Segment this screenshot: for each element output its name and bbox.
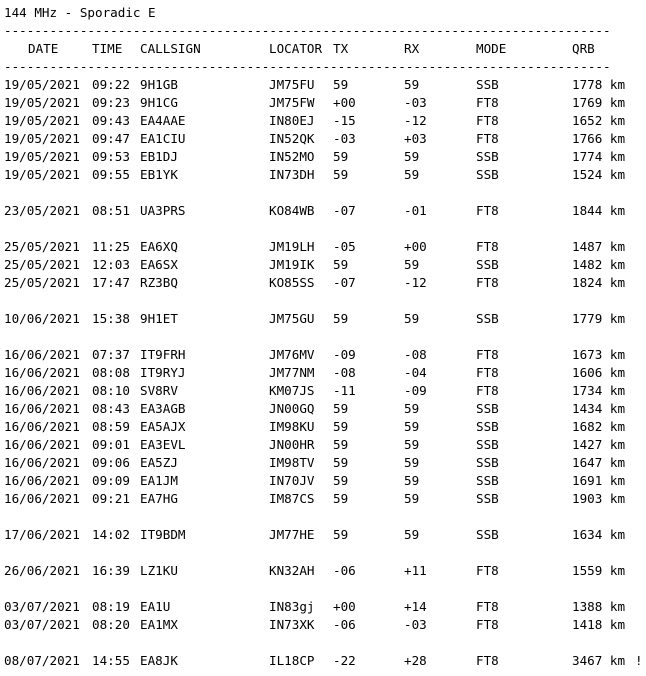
cell-qrb: 1779 km [572, 311, 626, 326]
header-separator-top: -------------------------------------------------------------------------------- [4, 23, 611, 38]
table-row [4, 274, 644, 292]
cell-locator: JN00GQ [269, 401, 315, 416]
cell-locator: JM75FU [269, 77, 315, 92]
table-row [4, 490, 644, 508]
cell-locator: JM19LH [269, 239, 315, 254]
cell-mode: SSB [476, 437, 499, 452]
table-row [4, 346, 644, 364]
cell-tx: 59 [333, 419, 349, 434]
cell-callsign: EB1YK [140, 167, 178, 182]
cell-qrb: 1824 km [572, 275, 626, 290]
cell-mode: SSB [476, 257, 499, 272]
table-row [4, 256, 644, 274]
cell-rx: 59 [404, 257, 420, 272]
cell-qrb: 1673 km [572, 347, 626, 362]
cell-mode: SSB [476, 527, 499, 542]
table-row [4, 526, 644, 544]
cell-time: 17:47 [92, 275, 130, 290]
log-title: 144 MHz - Sporadic E [4, 5, 156, 20]
cell-callsign: 9H1CG [140, 95, 178, 110]
cell-mode: FT8 [476, 617, 499, 632]
cell-qrb: 1418 km [572, 617, 626, 632]
cell-rx: 59 [404, 491, 420, 506]
cell-date: 19/05/2021 [4, 131, 80, 146]
cell-time: 08:43 [92, 401, 130, 416]
cell-mode: SSB [476, 311, 499, 326]
cell-mode: FT8 [476, 653, 499, 668]
cell-callsign: IT9RYJ [140, 365, 186, 380]
table-row [4, 598, 644, 616]
header-date: DATE [28, 41, 59, 56]
table-row [4, 238, 644, 256]
cell-rx: -08 [404, 347, 427, 362]
header-rx: RX [404, 41, 420, 56]
cell-tx: 59 [333, 167, 349, 182]
cell-tx: -22 [333, 653, 356, 668]
cell-date: 25/05/2021 [4, 257, 80, 272]
cell-tx: 59 [333, 473, 349, 488]
cell-callsign: EA7HG [140, 491, 178, 506]
cell-rx: +11 [404, 563, 427, 578]
table-row [4, 148, 644, 166]
cell-time: 11:25 [92, 239, 130, 254]
cell-rx: -03 [404, 617, 427, 632]
cell-qrb: 1774 km [572, 149, 626, 164]
cell-rx: 59 [404, 527, 420, 542]
cell-tx: -03 [333, 131, 356, 146]
cell-date: 16/06/2021 [4, 437, 80, 452]
cell-tx: 59 [333, 491, 349, 506]
cell-rx: +03 [404, 131, 427, 146]
cell-locator: KM07JS [269, 383, 315, 398]
table-row [4, 400, 644, 418]
cell-tx: -05 [333, 239, 356, 254]
cell-time: 09:43 [92, 113, 130, 128]
cell-qrb: 1524 km [572, 167, 626, 182]
cell-tx: 59 [333, 149, 349, 164]
cell-tx: 59 [333, 437, 349, 452]
cell-callsign: RZ3BQ [140, 275, 178, 290]
cell-mode: SSB [476, 149, 499, 164]
cell-callsign: EA6SX [140, 257, 178, 272]
cell-date: 16/06/2021 [4, 491, 80, 506]
table-row [4, 112, 644, 130]
cell-date: 16/06/2021 [4, 401, 80, 416]
cell-locator: IN80EJ [269, 113, 315, 128]
table-row [4, 418, 644, 436]
cell-locator: JM76MV [269, 347, 315, 362]
cell-callsign: EA4AAE [140, 113, 186, 128]
cell-qrb: 1769 km [572, 95, 626, 110]
table-row [4, 76, 644, 94]
cell-date: 16/06/2021 [4, 473, 80, 488]
cell-date: 19/05/2021 [4, 113, 80, 128]
cell-date: 16/06/2021 [4, 455, 80, 470]
cell-locator: IN83gj [269, 599, 315, 614]
cell-date: 08/07/2021 [4, 653, 80, 668]
cell-callsign: EB1DJ [140, 149, 178, 164]
cell-time: 08:19 [92, 599, 130, 614]
cell-tx: 59 [333, 401, 349, 416]
cell-time: 14:55 [92, 653, 130, 668]
table-row [4, 130, 644, 148]
cell-mode: FT8 [476, 203, 499, 218]
cell-qrb: 1734 km [572, 383, 626, 398]
cell-time: 09:47 [92, 131, 130, 146]
cell-time: 15:38 [92, 311, 130, 326]
cell-date: 19/05/2021 [4, 77, 80, 92]
cell-qrb: 3467 km [572, 653, 626, 668]
cell-date: 16/06/2021 [4, 365, 80, 380]
cell-date: 16/06/2021 [4, 419, 80, 434]
cell-time: 09:21 [92, 491, 130, 506]
cell-time: 07:37 [92, 347, 130, 362]
cell-callsign: 9H1GB [140, 77, 178, 92]
cell-tx: -06 [333, 563, 356, 578]
header-time: TIME [92, 41, 123, 56]
cell-locator: IN73XK [269, 617, 315, 632]
cell-locator: JM75FW [269, 95, 315, 110]
cell-rx: 59 [404, 437, 420, 452]
cell-time: 14:02 [92, 527, 130, 542]
cell-tx: -08 [333, 365, 356, 380]
cell-tx: 59 [333, 455, 349, 470]
cell-locator: IN52MO [269, 149, 315, 164]
cell-callsign: EA1JM [140, 473, 178, 488]
header-tx: TX [333, 41, 349, 56]
cell-callsign: EA1U [140, 599, 171, 614]
cell-rx: +00 [404, 239, 427, 254]
cell-time: 09:09 [92, 473, 130, 488]
cell-qrb: 1778 km [572, 77, 626, 92]
cell-rx: 59 [404, 149, 420, 164]
cell-locator: IM98TV [269, 455, 315, 470]
cell-date: 19/05/2021 [4, 149, 80, 164]
cell-mode: FT8 [476, 131, 499, 146]
cell-time: 09:53 [92, 149, 130, 164]
cell-rx: +28 [404, 653, 427, 668]
cell-date: 16/06/2021 [4, 383, 80, 398]
header-qrb: QRB [572, 41, 595, 56]
cell-locator: KO85SS [269, 275, 315, 290]
cell-callsign: EA1MX [140, 617, 178, 632]
cell-locator: IL18CP [269, 653, 315, 668]
cell-time: 08:59 [92, 419, 130, 434]
cell-rx: 59 [404, 167, 420, 182]
table-header [4, 40, 632, 58]
table-row [4, 94, 644, 112]
cell-mode: SSB [476, 473, 499, 488]
cell-mode: SSB [476, 167, 499, 182]
cell-callsign: EA5AJX [140, 419, 186, 434]
cell-mode: FT8 [476, 347, 499, 362]
cell-mode: FT8 [476, 239, 499, 254]
cell-mode: FT8 [476, 383, 499, 398]
cell-callsign: IT9BDM [140, 527, 186, 542]
cell-tx: -15 [333, 113, 356, 128]
cell-mode: FT8 [476, 365, 499, 380]
cell-tx: -09 [333, 347, 356, 362]
cell-qrb: 1434 km [572, 401, 626, 416]
table-row [4, 436, 644, 454]
table-row [4, 472, 644, 490]
cell-tx: 59 [333, 527, 349, 542]
cell-rx: -12 [404, 275, 427, 290]
cell-qrb: 1844 km [572, 203, 626, 218]
cell-rx: -12 [404, 113, 427, 128]
cell-tx: -07 [333, 275, 356, 290]
cell-locator: JM77NM [269, 365, 315, 380]
cell-tx: 59 [333, 77, 349, 92]
cell-qrb: 1682 km [572, 419, 626, 434]
cell-callsign: SV8RV [140, 383, 178, 398]
cell-mode: FT8 [476, 563, 499, 578]
cell-qrb: 1634 km [572, 527, 626, 542]
cell-time: 09:23 [92, 95, 130, 110]
cell-mode: FT8 [476, 275, 499, 290]
cell-locator: KO84WB [269, 203, 315, 218]
header-mode: MODE [476, 41, 507, 56]
cell-date: 23/05/2021 [4, 203, 80, 218]
cell-qrb: 1482 km [572, 257, 626, 272]
cell-date: 25/05/2021 [4, 275, 80, 290]
cell-rx: -03 [404, 95, 427, 110]
cell-qrb: 1691 km [572, 473, 626, 488]
cell-locator: JM19IK [269, 257, 315, 272]
cell-mark: ! [635, 653, 643, 668]
cell-callsign: EA1CIU [140, 131, 186, 146]
cell-mode: SSB [476, 401, 499, 416]
cell-qrb: 1559 km [572, 563, 626, 578]
cell-qrb: 1647 km [572, 455, 626, 470]
table-row [4, 454, 644, 472]
table-row [4, 562, 644, 580]
cell-qrb: 1487 km [572, 239, 626, 254]
cell-callsign: EA3EVL [140, 437, 186, 452]
cell-rx: -04 [404, 365, 427, 380]
cell-callsign: EA5ZJ [140, 455, 178, 470]
cell-rx: 59 [404, 419, 420, 434]
table-row [4, 310, 644, 328]
cell-locator: JM75GU [269, 311, 315, 326]
cell-locator: KN32AH [269, 563, 315, 578]
cell-locator: IN52QK [269, 131, 315, 146]
cell-time: 12:03 [92, 257, 130, 272]
cell-tx: -06 [333, 617, 356, 632]
cell-locator: JM77HE [269, 527, 315, 542]
cell-date: 16/06/2021 [4, 347, 80, 362]
cell-time: 08:10 [92, 383, 130, 398]
cell-time: 16:39 [92, 563, 130, 578]
cell-date: 03/07/2021 [4, 599, 80, 614]
cell-qrb: 1388 km [572, 599, 626, 614]
cell-time: 09:01 [92, 437, 130, 452]
cell-date: 25/05/2021 [4, 239, 80, 254]
cell-callsign: IT9FRH [140, 347, 186, 362]
cell-callsign: EA8JK [140, 653, 178, 668]
cell-mode: SSB [476, 491, 499, 506]
cell-time: 08:08 [92, 365, 130, 380]
header-callsign: CALLSIGN [140, 41, 201, 56]
cell-tx: +00 [333, 599, 356, 614]
table-row [4, 382, 644, 400]
cell-mode: SSB [476, 77, 499, 92]
cell-qrb: 1427 km [572, 437, 626, 452]
cell-rx: 59 [404, 77, 420, 92]
cell-rx: +14 [404, 599, 427, 614]
cell-tx: -11 [333, 383, 356, 398]
cell-tx: -07 [333, 203, 356, 218]
cell-qrb: 1606 km [572, 365, 626, 380]
cell-date: 03/07/2021 [4, 617, 80, 632]
table-row [4, 166, 644, 184]
cell-rx: -01 [404, 203, 427, 218]
cell-qrb: 1903 km [572, 491, 626, 506]
cell-qrb: 1652 km [572, 113, 626, 128]
cell-time: 08:20 [92, 617, 130, 632]
cell-locator: IN73DH [269, 167, 315, 182]
header-separator-bottom: -------------------------------------------------------------------------------- [4, 59, 611, 74]
cell-tx: 59 [333, 311, 349, 326]
cell-rx: -09 [404, 383, 427, 398]
cell-mode: FT8 [476, 113, 499, 128]
cell-date: 17/06/2021 [4, 527, 80, 542]
table-row [4, 652, 644, 670]
cell-rx: 59 [404, 455, 420, 470]
table-row [4, 364, 644, 382]
cell-locator: JN00HR [269, 437, 315, 452]
cell-locator: IM98KU [269, 419, 315, 434]
cell-callsign: LZ1KU [140, 563, 178, 578]
cell-mode: FT8 [476, 599, 499, 614]
cell-callsign: EA6XQ [140, 239, 178, 254]
table-row [4, 202, 644, 220]
cell-callsign: UA3PRS [140, 203, 186, 218]
cell-time: 09:22 [92, 77, 130, 92]
cell-mode: SSB [476, 419, 499, 434]
cell-tx: 59 [333, 257, 349, 272]
cell-locator: IM87CS [269, 491, 315, 506]
table-row [4, 616, 644, 634]
cell-time: 08:51 [92, 203, 130, 218]
cell-rx: 59 [404, 473, 420, 488]
cell-date: 19/05/2021 [4, 167, 80, 182]
cell-rx: 59 [404, 311, 420, 326]
cell-mode: SSB [476, 455, 499, 470]
cell-locator: IN70JV [269, 473, 315, 488]
cell-callsign: 9H1ET [140, 311, 178, 326]
cell-date: 10/06/2021 [4, 311, 80, 326]
cell-time: 09:06 [92, 455, 130, 470]
cell-mode: FT8 [476, 95, 499, 110]
cell-qrb: 1766 km [572, 131, 626, 146]
cell-time: 09:55 [92, 167, 130, 182]
cell-tx: +00 [333, 95, 356, 110]
cell-rx: 59 [404, 401, 420, 416]
cell-callsign: EA3AGB [140, 401, 186, 416]
cell-date: 26/06/2021 [4, 563, 80, 578]
cell-date: 19/05/2021 [4, 95, 80, 110]
header-locator: LOCATOR [269, 41, 323, 56]
